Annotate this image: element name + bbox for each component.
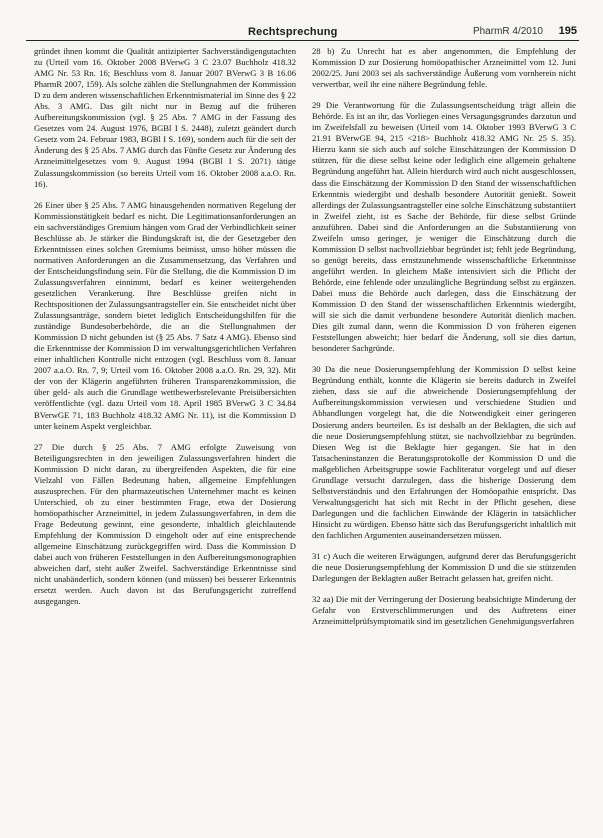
paragraph-28: 28 b) Zu Unrecht hat es aber angenommen, die Empfehlung der Kommission D zur Dosierung homöopathischer Arzneimittel vom 12. Juni 2002/25. Juni 2003 sei als sachverständige Äußerung vom vornherein nicht verwertbar, weil ihr eine nähere Begründung fehle. — [312, 46, 576, 90]
journal-title: PharmR 4/2010 — [472, 26, 543, 37]
paragraph-31: 31 c) Auch die weiteren Erwägungen, aufgrund derer das Berufungsgericht die neue Dosierungsempfehlung der Kommission D und die sie stützenden Darlegungen der Beklagten außer Betracht gelassen hat, greifen nicht. — [312, 551, 576, 584]
page-number: 195 — [558, 25, 577, 37]
paragraph-25-continued: gründet ihnen kommt die Qualität antizipierter Sachverständigengutachten zu (Urteil vom 16. Oktober 2008 BVerwG 3 C 23.07 Buchholz 418.32 AMG Nr. 53 Rn. 16; Beschluss vom 8. Januar 2007 BVerwG 3 B 16.06 PharmR 2007, 159). Als solche zählen die Stellungnahmen der Kommission D zu dem anderen wissenschaftlichen Erkenntnismaterial im Sinne des § 22 Abs. 3 AMG. Das gilt nicht nur in Bezug auf die früheren Aufbereitungskommission (vgl. § 25 Abs. 7 AMG in der Fassung des Gesetzes vom 24. August 1976, BGBl I S. 2448), zuletzt geändert durch Gesetz vom 24. Februar 1983, BGBl I S. 169), sondern auch für die seit der Änderung des § 25 Abs. 7 AMG durch das Fünfte Gesetz zur Änderung des Arzneimittelgesetzes vom 9. August 1994 (BGBl I S. 2071) tätige Zulassungskommission (so bereits Urteil vom 16. Oktober 2008 a.a.O. Rn. 16). — [34, 46, 296, 189]
header-rule — [26, 40, 579, 41]
right-column — [312, 46, 576, 637]
section-title: Rechtsprechung — [248, 26, 338, 38]
left-column — [34, 46, 296, 617]
paragraph-27: 27 Die durch § 25 Abs. 7 AMG erfolgte Zuweisung von Beteiligungsrechten in den jeweiligen Zulassungsverfahren hindert die Kommission D nicht daran, zu übergreifenden Aspekten, die für eine Vielzahl von Fällen Bedeutung haben, allgemeine Empfehlungen auszusprechen. Für den pharmazeutischen Unternehmer macht es keinen Unterschied, ob zu einer bestimmten Frage, etwa der Dosierung homöopathischer Arzneimittel, in jedem Zulassungsverfahren, in dem die Frage Bedeutung gewinnt, eine gesonderte, inhaltlich gleichlautende Empfehlung der Kommission D eingeholt oder auf eine entsprechende allgemeine Einschätzung zurückgegriffen wird. Dass die Kommission D dabei auch von früheren Feststellungen in den Aufbereitungsmonographien abweichen darf, steht außer Zweifel. Sachverständige Erkenntnisse sind nicht unabänderlich, sondern können (und müssen) bei besserer Erkenntnis ersetzt werden. Auch davon ist das Berufungsgericht zutreffend ausgegangen. — [34, 441, 296, 607]
paragraph-29: 29 Die Verantwortung für die Zulassungsentscheidung trägt allein die Behörde. Es ist an ihr, das Vorliegen eines Versagungsgrundes darzutun und im Zweifelsfall zu beweisen (Urteil vom 14. Oktober 1993 BVerwG 3 C 21.91 BVerwGE 94, 215 <218> Buchholz 418.32 AMG Nr. 25 S. 35). Hierzu kann sie sich auch auf solche Einschätzungen der Kommission D stützen, für die diese selbst keine oder lediglich eine allgemein gehaltene Begründung angeführt hat. Allein hierdurch wird auch nicht ausgeschlossen, dass die Einschätzung der Kommission D den Stand der wissenschaftlichen Erkenntnis wiedergibt und deshalb besondere Autorität genießt. Soweit allerdings der Zulassungsantragsteller eine solche Einschätzung substantiiert in Zweifel zieht, ist es Sache der Behörde, für diese selbst Gründe anzuführen. Dabei sind die Anforderungen an die Substantiierung von Zweifeln umso geringer, je weniger die Einschätzung durch die Kommission D selbst nachvollziehbar begründet ist; fehlt jede Begründung, so genügt bereits, dass ernstzunehmende wissenschaftliche Erkenntnisse angeführt werden. In gleichem Maße intensiviert sich die Pflicht der Behörde, eine fehlende oder unzulängliche Begründung selbst zu ergänzen. Dabei muss die Behörde auch darlegen, dass die Einschätzung der Kommission D den Stand der wissenschaftlichen Erkenntnis wiedergibt, will sie sich die damit verbundene besondere Autorität dienlich machen. Dies gilt zumal dann, wenn die Kommission D von früheren eigenen Feststellungen abweicht; hier bedarf die Änderung, soll sie dies dartun, besonderer Sachgründe. — [312, 100, 576, 354]
paragraph-32: 32 aa) Die mit der Verringerung der Dosierung beabsichtigte Minderung der Gefahr von Erstverschlimmerungen und des Auftretens einer Arzneimittelprüfsymptomatik sind im gesetzlichen Genehmigungsverfahren — [312, 594, 576, 627]
paragraph-30: 30 Da die neue Dosierungsempfehlung der Kommission D selbst keine Begründung enthält, konnte die Klägerin sie bereits dadurch in Zweifel ziehen, dass sie auf die abweichende Dosierungsempfehlung der Aufbereitungskommission verwiesen und verschiedene Studien und Abhandlungen vorgelegt hat, die die Notwendigkeit einer geringeren Dosierung anders beurteilen. Es ist deshalb an der Beklagten, die sich auf die neue Dosierungsempfehlung stützt, sie nachvollziehbar zu begründen. Diesen Weg ist die Beklagte hier gegangen. Sie hat in den Tatsacheninstanzen die Beratungsprotokolle der Kommission D und die maßgeblichen Arbeitsgruppe sowie Fachliteratur vorgelegt und auf dieser Grundlage versucht darzulegen, dass die bisherige Dosierung dem Selbstverständnis und den Erfahrungen der Homöopathie entspricht. Das Verwaltungsgericht hat sich mit Recht in der Pflicht gesehen, diese Darlegungen und die fachlichen Einwände der Klägerin in tatsächlicher Hinsicht zu würdigen. Ebenso hätte sich das Berufungsgericht inhaltlich mit den fachlichen Argumenten auseinandersetzen müssen. — [312, 364, 576, 540]
paragraph-26: 26 Einer über § 25 Abs. 7 AMG hinausgehenden normativen Regelung der Kommissionstätigkeit bedarf es nicht. Die Legitimationsanforderungen an ein sachverständiges Gremium hängen vom Grad der Verbindlichkeit seiner Beschlüsse ab. Je stärker die Bindungskraft ist, die der Gesetzgeber den Erkenntnissen eines solchen Gremiums beimisst, umso höher müssen die normativen Anforderungen an die Zusammensetzung, das Verfahren und der Entscheidungsfindung sein. Für die Stellung, die die Kommission D im Zulassungsverfahren einnimmt, bedarf es keiner weitergehenden gesetzlichen Verankerung. Ihre Beschlüsse greifen nicht in Rechtspositionen der Zulassungsantragsteller ein. Sie entscheidet nicht über Zulassungsanträge, sondern bietet lediglich Entscheidungshilfen für die zuständige Bundesoberbehörde, die an die Stellungnahmen der Kommission D nicht gebunden ist (§ 25 Abs. 7 Satz 4 AMG). Ebenso sind die Erkenntnisse der Kommission D im verwaltungsgerichtlichen Verfahren einer inhaltlichen Kontrolle nicht entzogen (vgl. Beschluss vom 8. Januar 2007 a.a.O. Rn. 7, 9; Urteil vom 16. Oktober 2008 a.a.O. Rn. 29, 32). Mit der von der Klägerin angeführten früheren Transparenzkommission, die über geld- als auch die Grundlage wettbewerbsrelevante Preisübersichten veröffentlichte (vgl. dazu Urteil vom 18. April 1985 BVerwG 3 C 34.84 BVerwGE 71, 183 Buchholz 418.32 AMG Nr. 11), ist die Kommission D unter keinem Aspekt vergleichbar. — [34, 199, 296, 431]
